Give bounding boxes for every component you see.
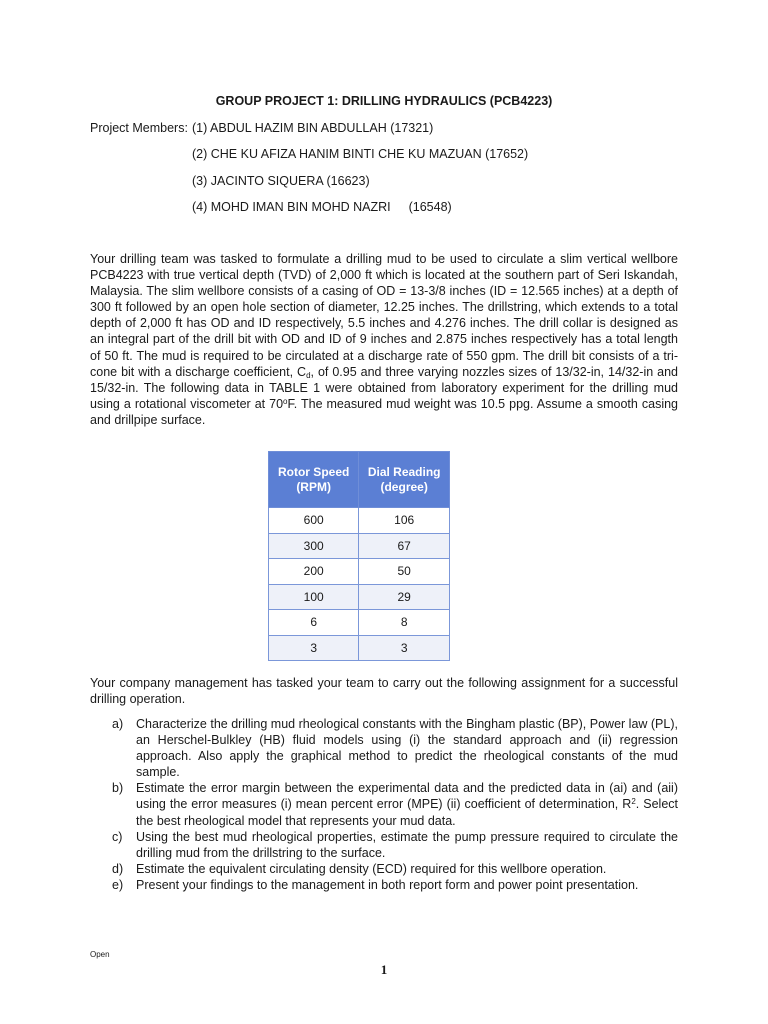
cell-rpm: 600 xyxy=(269,508,359,534)
table-row xyxy=(269,610,450,636)
cell-rpm: 6 xyxy=(269,610,359,636)
task-item xyxy=(90,780,678,828)
members-label: Project Members: xyxy=(90,121,188,135)
task-text: Characterize the drilling mud rheological constants with the Bingham plastic (BP), Power law (PL), an Herschel-Bulkley (HB) fluid models using (i) the standard approach and (ii) regression approach. Also apply the graphical method to predict the rheological constants of the mud sample. xyxy=(136,717,678,780)
member-4 xyxy=(192,199,452,215)
cell-rpm: 100 xyxy=(269,584,359,610)
cell-rpm: 3 xyxy=(269,635,359,661)
intro-text-2: , of 0.95 and three varying nozzles sizes of 13/32-in, 14/32-in and 15/32-in. The following data in TABLE 1 were obtained from laboratory experiment for the drilling mud using a rotational viscometer at 70 xyxy=(90,364,678,411)
header-rotor-speed: Rotor Speed (RPM) xyxy=(269,452,359,508)
task-marker: e) xyxy=(112,877,124,892)
cell-rpm: 300 xyxy=(269,533,359,559)
task-item xyxy=(90,716,678,780)
table-row xyxy=(269,533,450,559)
cell-rpm: 200 xyxy=(269,559,359,585)
intro-paragraph xyxy=(90,251,678,428)
table-row xyxy=(269,559,450,585)
task-superscript: 2 xyxy=(631,797,636,807)
table-header-row xyxy=(269,452,450,508)
document-title: GROUP PROJECT 1: DRILLING HYDRAULICS (PCB4223) xyxy=(215,94,553,108)
page-number: 1 xyxy=(380,962,388,977)
classification-label: Open xyxy=(90,950,110,959)
viscometer-table xyxy=(268,451,450,661)
intro-text-1: Your drilling team was tasked to formulate a drilling mud to be used to circulate a slim vertical wellbore PCB4223 with true vertical depth (TVD) of 2,000 ft which is located at the southern part of Seri Iskandah, Malaysia. The slim wellbore consists of a casing of OD = 13-3/8 inches (ID = 12.565 inches) at a depth of 300 ft followed by an open hole section of diameter, 12.25 inches. The drillstring, which extends to a total depth of 2,000 ft has OD and ID respectively, 5.5 inches and 4.276 inches. The drill collar is designed as an integral part of the drill bit with OD and ID of 9 inches and 2.875 inches respectively has a total length of 50 ft. The mud is required to be circulated at a discharge rate of 550 gpm. The drill bit consists of a tri-cone bit with a discharge coefficient, C xyxy=(90,252,678,379)
table-row xyxy=(269,584,450,610)
table-row xyxy=(269,508,450,534)
task-text: Using the best mud rheological properties, estimate the pump pressure required to circulate the drilling mud from the drillstring to the surface. xyxy=(136,829,678,860)
member-4-name: (4) MOHD IMAN BIN MOHD NAZRI xyxy=(192,200,391,214)
task-marker: c) xyxy=(112,829,123,844)
member-1: (1) ABDUL HAZIM BIN ABDULLAH (17321) xyxy=(192,121,434,135)
task-marker: a) xyxy=(112,717,124,731)
task-item xyxy=(90,861,678,877)
header-dial-reading: Dial Reading (degree) xyxy=(359,452,450,508)
task-marker: d) xyxy=(112,861,124,876)
cell-reading: 106 xyxy=(359,508,450,534)
member-3: (3) JACINTO SIQUERA (16623) xyxy=(192,174,370,188)
intro-text-3: F. The measured mud weight was 10.5 ppg. Assume a smooth casing and drillpipe surface. xyxy=(90,396,678,427)
intro-degree: o xyxy=(283,396,288,406)
cell-reading: 3 xyxy=(359,635,450,661)
intro-subscript: d xyxy=(306,370,311,380)
task-text: Estimate the equivalent circulating density (ECD) required for this wellbore operation. xyxy=(136,861,607,876)
cell-reading: 50 xyxy=(359,559,450,585)
cell-reading: 67 xyxy=(359,533,450,559)
task-text-after: . Select the best rheological model that represents your mud data. xyxy=(136,797,679,828)
task-item xyxy=(90,829,678,861)
task-text: Present your findings to the management in both report form and power point presentation. xyxy=(136,877,639,892)
task-marker: b) xyxy=(112,781,124,796)
task-item xyxy=(90,877,678,893)
task-text: Estimate the error margin between the experimental data and the predicted data in (ai) and (aii) using the error measures (i) mean percent error (MPE) (ii) coefficient of determination, R xyxy=(136,781,678,812)
cell-reading: 29 xyxy=(359,584,450,610)
member-4-id: (16548) xyxy=(408,200,452,214)
cell-reading: 8 xyxy=(359,610,450,636)
table-row xyxy=(269,635,450,661)
member-2: (2) CHE KU AFIZA HANIM BINTI CHE KU MAZUAN (17652) xyxy=(192,147,529,161)
management-paragraph: Your company management has tasked your team to carry out the following assignment for a successful drilling operation. xyxy=(90,676,678,707)
task-list xyxy=(90,716,678,893)
